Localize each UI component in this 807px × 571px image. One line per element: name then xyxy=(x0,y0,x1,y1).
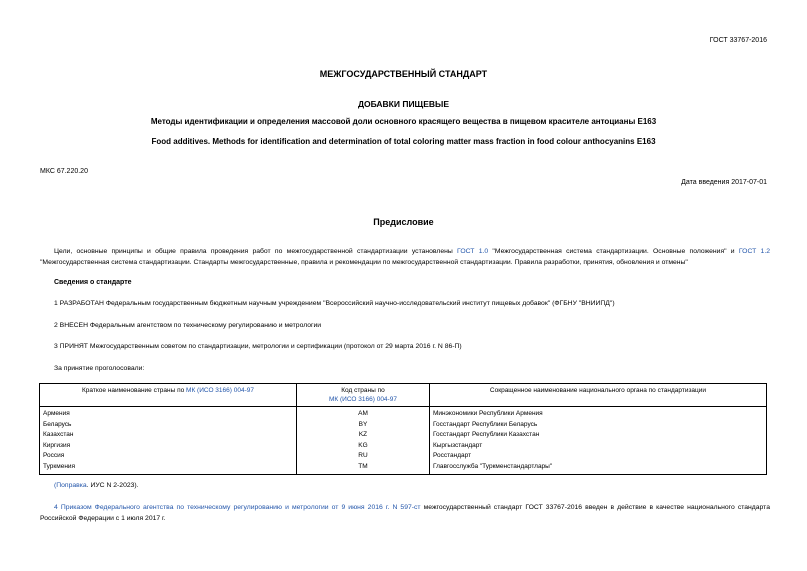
code-cell: KZ xyxy=(297,430,430,441)
header-country-text: Краткое наименование страны по xyxy=(82,387,187,394)
mks-code: МКС 67.220.20 xyxy=(40,168,88,175)
code-cell: TM xyxy=(297,462,430,475)
order-link[interactable]: 4 Приказом Федерального агентства по техническому регулированию и метрологии от 9 июня 2016 г. N 597-ст xyxy=(54,504,421,511)
preface-text-3: "Межгосударственная система стандартизации. Стандарты межгосударственные, правила и рекомендации по межгосударственной стандартизации. Правила разработки, принятия, обновления и отмены" xyxy=(40,259,688,266)
amendment-link[interactable]: Поправка xyxy=(56,482,87,489)
header-country-code xyxy=(297,384,430,407)
document-code: ГОСТ 33767-2016 xyxy=(709,37,767,44)
table-header-row xyxy=(40,384,767,407)
preface-text-1: Цели, основные принципы и общие правила проведения работ по межгосударственной стандартизации установлены xyxy=(54,248,458,255)
item-adopted: 3 ПРИНЯТ Межгосударственным советом по стандартизации, метрологии и сертификации (протокол от 29 марта 2016 г. N 86-П) xyxy=(54,343,462,350)
item-submitted: 2 ВНЕСЕН Федеральным агентством по техническому регулированию и метрологии xyxy=(54,322,322,329)
document-subtitle-en: Food additives. Methods for identification and determination of total coloring matter mass fraction in food colour anthocyanins E163 xyxy=(151,137,656,146)
org-cell: Росстандарт xyxy=(429,451,766,462)
org-cell: Госстандарт Республики Беларусь xyxy=(429,420,766,431)
item-developed: 1 РАЗРАБОТАН Федеральным государственным бюджетным научным учреждением "Всероссийский научно-исследовательский институт пищевых добавок" (ФГБНУ "ВНИИПД") xyxy=(54,300,615,307)
amendment-rest: . ИУС N 2-2023). xyxy=(86,482,139,489)
org-cell: Главгосслужба "Туркменстандартлары" xyxy=(429,462,766,475)
org-cell: Кыргызстандарт xyxy=(429,441,766,452)
document-subtitle-ru: Методы идентификации и определения массовой доли основного красящего вещества в пищевом красителе антоцианы Е163 xyxy=(150,117,657,126)
org-cell: Госстандарт Республики Казахстан xyxy=(429,430,766,441)
gost-1-2-link[interactable]: ГОСТ 1.2 xyxy=(738,248,770,255)
voted-label: За принятие проголосовали: xyxy=(54,365,145,372)
standard-type-heading: МЕЖГОСУДАРСТВЕННЫЙ СТАНДАРТ xyxy=(319,69,488,79)
preface-heading: Предисловие xyxy=(373,217,434,227)
code-cell: KG xyxy=(297,441,430,452)
preface-text-2: "Межгосударственная система стандартизации. Основные положения" и xyxy=(488,248,739,255)
header-national-body: Сокращенное наименование национального органа по стандартизации xyxy=(429,384,766,407)
table-row xyxy=(40,462,767,475)
introduction-date: Дата введения 2017-07-01 xyxy=(681,179,767,186)
amendment-open: ( xyxy=(54,482,57,489)
country-cell: Киргизия xyxy=(40,441,297,452)
voting-countries-table xyxy=(39,383,767,475)
country-cell: Казахстан xyxy=(40,430,297,441)
table-row xyxy=(40,420,767,431)
table-row xyxy=(40,407,767,420)
header-country-name xyxy=(40,384,297,407)
table-row xyxy=(40,430,767,441)
standard-info-heading: Сведения о стандарте xyxy=(54,279,132,286)
country-cell: Беларусь xyxy=(40,420,297,431)
gost-1-0-link[interactable]: ГОСТ 1.0 xyxy=(457,248,489,255)
code-cell: AM xyxy=(297,407,430,420)
table-row xyxy=(40,441,767,452)
mk-iso-link[interactable]: МК (ИСО 3166) 004-97 xyxy=(186,387,254,394)
preface-paragraph xyxy=(40,246,770,268)
header-code-text: Код страны по xyxy=(341,387,385,394)
country-cell: Туркмения xyxy=(40,462,297,475)
table-row xyxy=(40,451,767,462)
amendment-note xyxy=(54,480,139,491)
code-cell: BY xyxy=(297,420,430,431)
mk-iso-link-2[interactable]: МК (ИСО 3166) 004-97 xyxy=(329,396,397,403)
document-main-title: ДОБАВКИ ПИЩЕВЫЕ xyxy=(357,99,450,109)
org-cell: Минэкономики Республики Армения xyxy=(429,407,766,420)
code-cell: RU xyxy=(297,451,430,462)
country-cell: Россия xyxy=(40,451,297,462)
item-order xyxy=(40,502,770,524)
country-cell: Армения xyxy=(40,407,297,420)
order-text: межгосударственный стандарт ГОСТ 33767-2016 введен в действие в качестве национального стандарта Российской Федерации с 1 июля 2017 г. xyxy=(40,504,770,522)
